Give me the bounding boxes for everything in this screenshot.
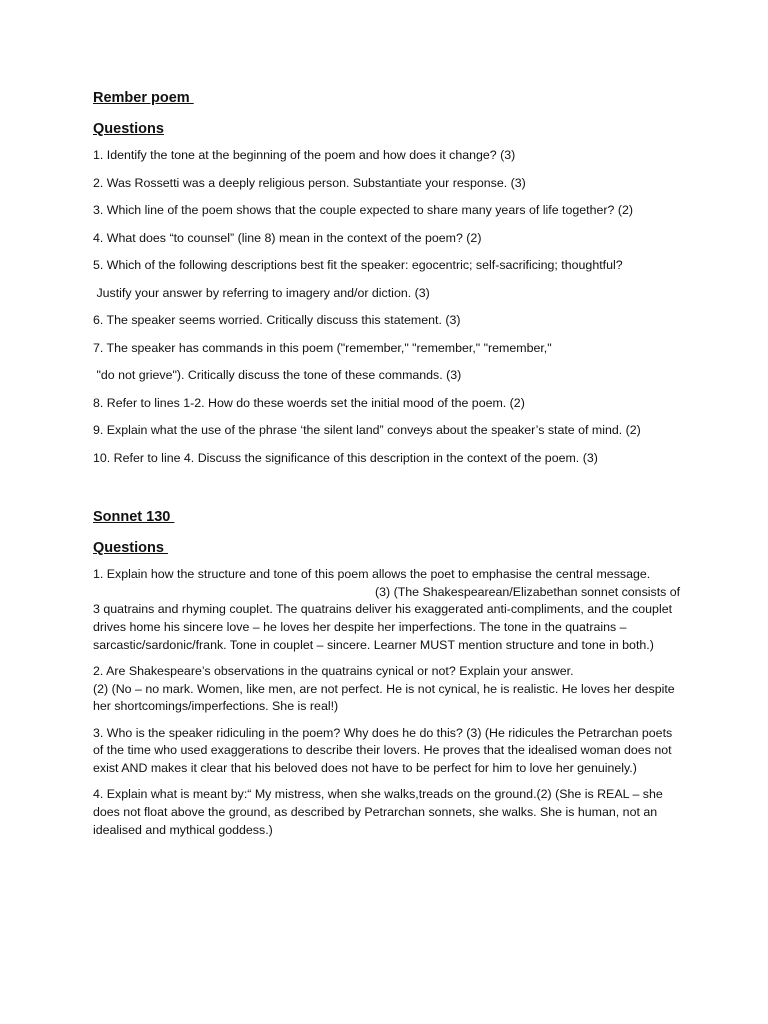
question-1: 1. Identify the tone at the beginning of the poem and how does it change? (3) (93, 148, 516, 162)
section-title-remember: Rember poem (93, 90, 194, 106)
sonnet-question-1-answer: (3) (The Shakespearean/Elizabethan sonnet consists of 3 quatrains and rhyming couplet. The quatrains deliver his exaggerated anti-compliments, and the couplet drives home his sincere love – he loves her despite her imperfections. The tone in the quatrains – sarcastic/sardonic/frank. Tone in couplet – sincere. Learner MUST mention structure and tone in both.) (93, 584, 681, 652)
question-7: 7. The speaker has commands in this poem ("remember," "remember," "remember," (93, 340, 552, 355)
question-8: 8. Refer to lines 1-2. How do these woerds set the initial mood of the poem. (2) (93, 395, 525, 410)
sonnet-question-2-answer: (2) (No – no mark. Women, like men, are not perfect. He is not cynical, he is realistic. He loves her despite her shortcomings/imperfections. She is real!) (93, 681, 675, 714)
question-6: 6. The speaker seems worried. Critically discuss this statement. (3) (93, 313, 461, 327)
question-5-continued: Justify your answer by referring to imagery and/or diction. (3) (93, 285, 430, 300)
section-gap (93, 477, 683, 507)
sonnet-question-1-prompt: 1. Explain how the structure and tone of this poem allows the poet to emphasise the central message. (93, 567, 651, 581)
section-title-sonnet-130: Sonnet 130 (93, 509, 175, 525)
document-page (93, 88, 683, 848)
sonnet-question-1 (93, 566, 683, 655)
question-5: 5. Which of the following descriptions best fit the speaker: egocentric; self-sacrificing; thoughtful? (93, 258, 623, 272)
sonnet-question-2 (93, 663, 683, 716)
question-4: 4. What does “to counsel” (line 8) mean in the context of the poem? (2) (93, 230, 482, 245)
question-2: 2. Was Rossetti was a deeply religious person. Substantiate your response. (3) (93, 175, 526, 190)
sonnet-question-2-prompt: 2. Are Shakespeare’s observations in the quatrains cynical or not? Explain your answer. (93, 664, 574, 679)
question-3: 3. Which line of the poem shows that the couple expected to share many years of life together? (2) (93, 203, 633, 217)
section-subtitle-questions-2: Questions (93, 540, 168, 556)
section-subtitle-questions: Questions (93, 121, 164, 137)
sonnet-question-3: 3. Who is the speaker ridiculing in the poem? Why does he do this? (3) (He ridicules the Petrarchan poets of the time who used exaggerations to describe their lovers. He proves that the idealised woman does not exist AND makes it clear that his beloved does not have to be perfect for him to love her genuinely.) (93, 725, 673, 776)
question-7-continued: "do not grieve"). Critically discuss the tone of these commands. (3) (93, 368, 462, 382)
question-9: 9. Explain what the use of the phrase ‘the silent land” conveys about the speaker’s state of mind. (2) (93, 423, 641, 437)
question-10: 10. Refer to line 4. Discuss the significance of this description in the context of the poem. (3) (93, 450, 598, 465)
sonnet-question-4: 4. Explain what is meant by:“ My mistress, when she walks,treads on the ground.(2) (She is REAL – she does not float above the ground, as described by Petrarchan sonnets, she walks. She is human, not an idealised and mythical goddess.) (93, 787, 663, 837)
